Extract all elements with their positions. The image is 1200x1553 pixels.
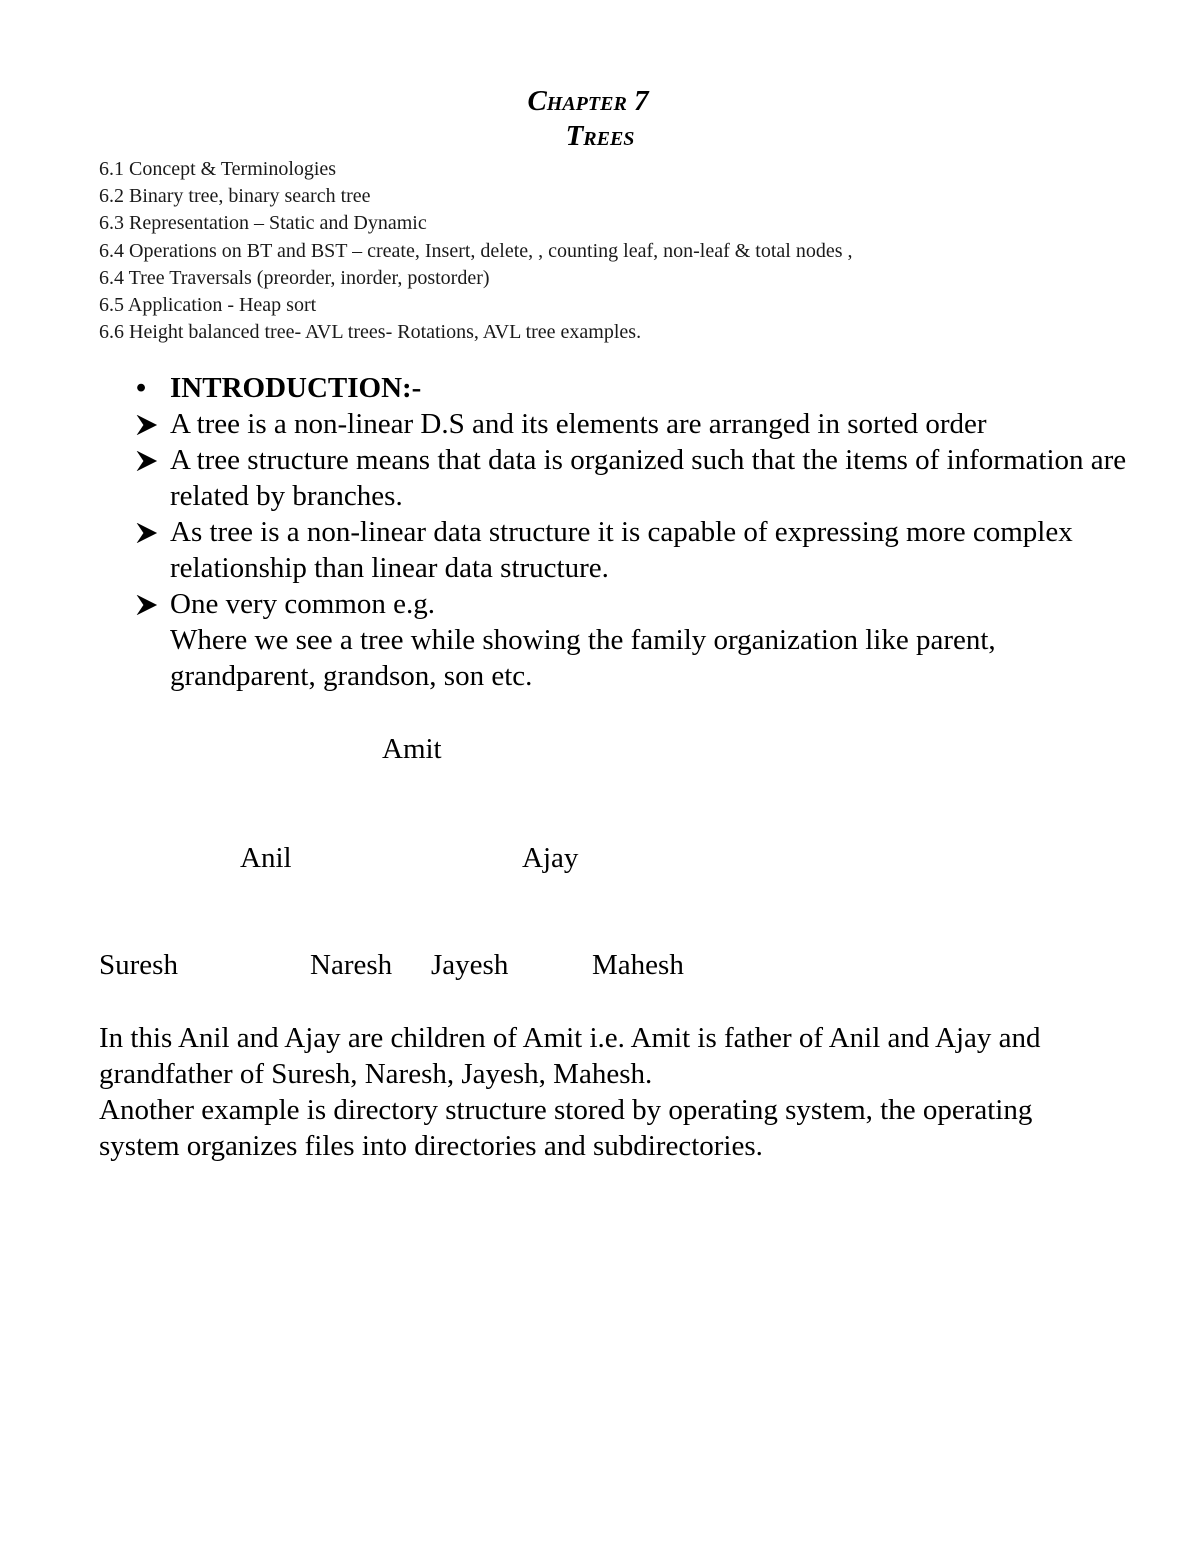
intro-point-text: As tree is a non-linear data structure it is capable of expressing more complex relationship than linear data structure. [170,516,1073,584]
intro-point [136,406,1136,442]
bullet-dot-icon: • [136,372,147,404]
chapter-number: Chapter 7 [527,85,649,117]
intro-point [136,586,1136,694]
toc-item: 6.6 Height balanced tree- AVL trees- Rotations, AVL tree examples. [99,321,642,344]
introduction-heading-text: INTRODUCTION:- [170,372,422,404]
arrow-bullet-icon [136,415,158,435]
tree-node-grandchild: Mahesh [592,949,684,981]
toc-item: 6.3 Representation – Static and Dynamic [99,212,427,235]
introduction-heading [136,370,1136,406]
toc-item: 6.4 Operations on BT and BST – create, Insert, delete, , counting leaf, non-leaf & total nodes , [99,239,853,262]
intro-point [136,442,1136,514]
arrow-bullet-icon [136,451,158,471]
introduction-section [136,370,1136,694]
arrow-bullet-icon [136,595,158,615]
arrow-bullet-icon [136,523,158,543]
toc-item: 6.2 Binary tree, binary search tree [99,185,371,208]
tree-node-root: Amit [382,733,442,765]
tree-node-child: Anil [240,842,292,874]
explanation-paragraph: Another example is directory structure stored by operating system, the operating system organizes files into directories and subdirectories. [99,1094,1033,1162]
chapter-title: Trees [565,120,635,152]
explanation-paragraph: In this Anil and Ajay are children of Amit i.e. Amit is father of Anil and Ajay and grandfather of Suresh, Naresh, Jayesh, Mahesh. [99,1022,1041,1090]
intro-point [136,514,1136,586]
tree-node-grandchild: Naresh [310,949,393,981]
intro-point-text: A tree structure means that data is organized such that the items of information are related by branches. [170,444,1127,512]
toc-item: 6.5 Application - Heap sort [99,294,317,317]
tree-node-grandchild: Jayesh [431,949,509,981]
toc-item: 6.1 Concept & Terminologies [99,158,337,180]
toc-item: 6.4 Tree Traversals (preorder, inorder, postorder) [99,266,490,289]
table-of-contents [99,156,853,346]
intro-point-text: Where we see a tree while showing the family organization like parent, grandparent, grandson, son etc. [170,624,996,692]
intro-point-text: One very common e.g. [170,588,435,620]
intro-point-text: A tree is a non-linear D.S and its elements are arranged in sorted order [170,408,987,440]
explanation-section [99,1020,1119,1164]
tree-node-grandchild: Suresh [99,949,178,981]
tree-node-child: Ajay [522,842,579,874]
